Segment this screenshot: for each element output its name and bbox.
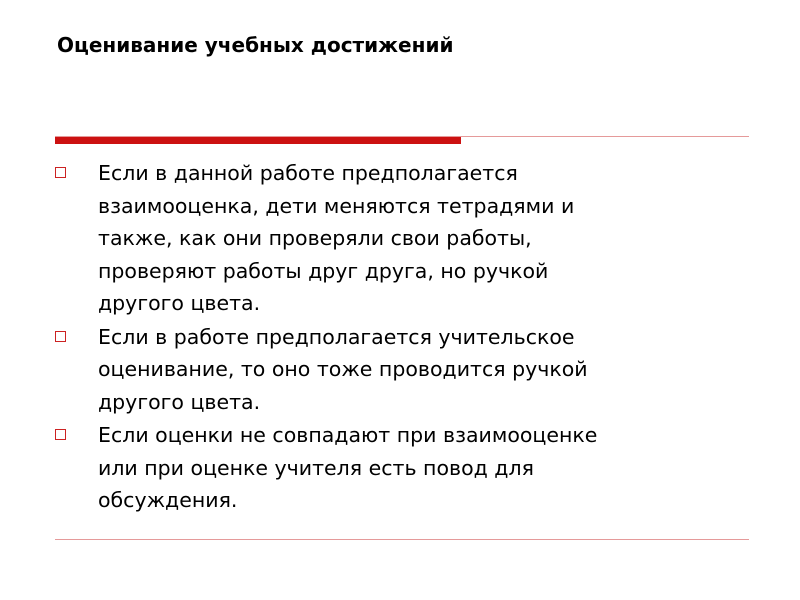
hollow-square-icon	[55, 429, 66, 440]
bullet-line: другого цвета.	[98, 389, 261, 414]
bullet-text	[98, 157, 755, 320]
bullet-item	[55, 157, 755, 320]
bottom-divider	[55, 539, 749, 540]
bullet-line: Если в данной работе предполагается	[98, 161, 518, 185]
hollow-square-icon	[55, 331, 66, 342]
bullet-line: Если в работе предполагается учительское	[98, 324, 575, 349]
bullet-line: другого цвета.	[98, 291, 261, 315]
bullet-list	[55, 157, 755, 518]
bullet-line: или при оценке учителя есть повод для	[98, 455, 534, 480]
hollow-square-icon	[55, 167, 66, 178]
bullet-line: взаимооценка, дети меняются тетрадями и	[98, 193, 575, 218]
bullet-item	[55, 321, 755, 419]
bullet-text	[98, 419, 755, 517]
bullet-line: также, как они проверяли свои работы,	[98, 226, 532, 250]
title-divider-accent	[55, 137, 461, 144]
bullet-line: обсуждения.	[98, 488, 238, 512]
bullet-line: оценивание, то оно тоже проводится ручкой	[98, 357, 588, 381]
bullet-text	[98, 321, 755, 419]
bullet-line: проверяют работы друг друга, но ручкой	[98, 258, 549, 283]
bullet-line: Если оценки не совпадают при взаимооценке	[98, 423, 598, 447]
slide-title: Оценивание учебных достижений	[57, 33, 454, 57]
bullet-item	[55, 419, 755, 517]
